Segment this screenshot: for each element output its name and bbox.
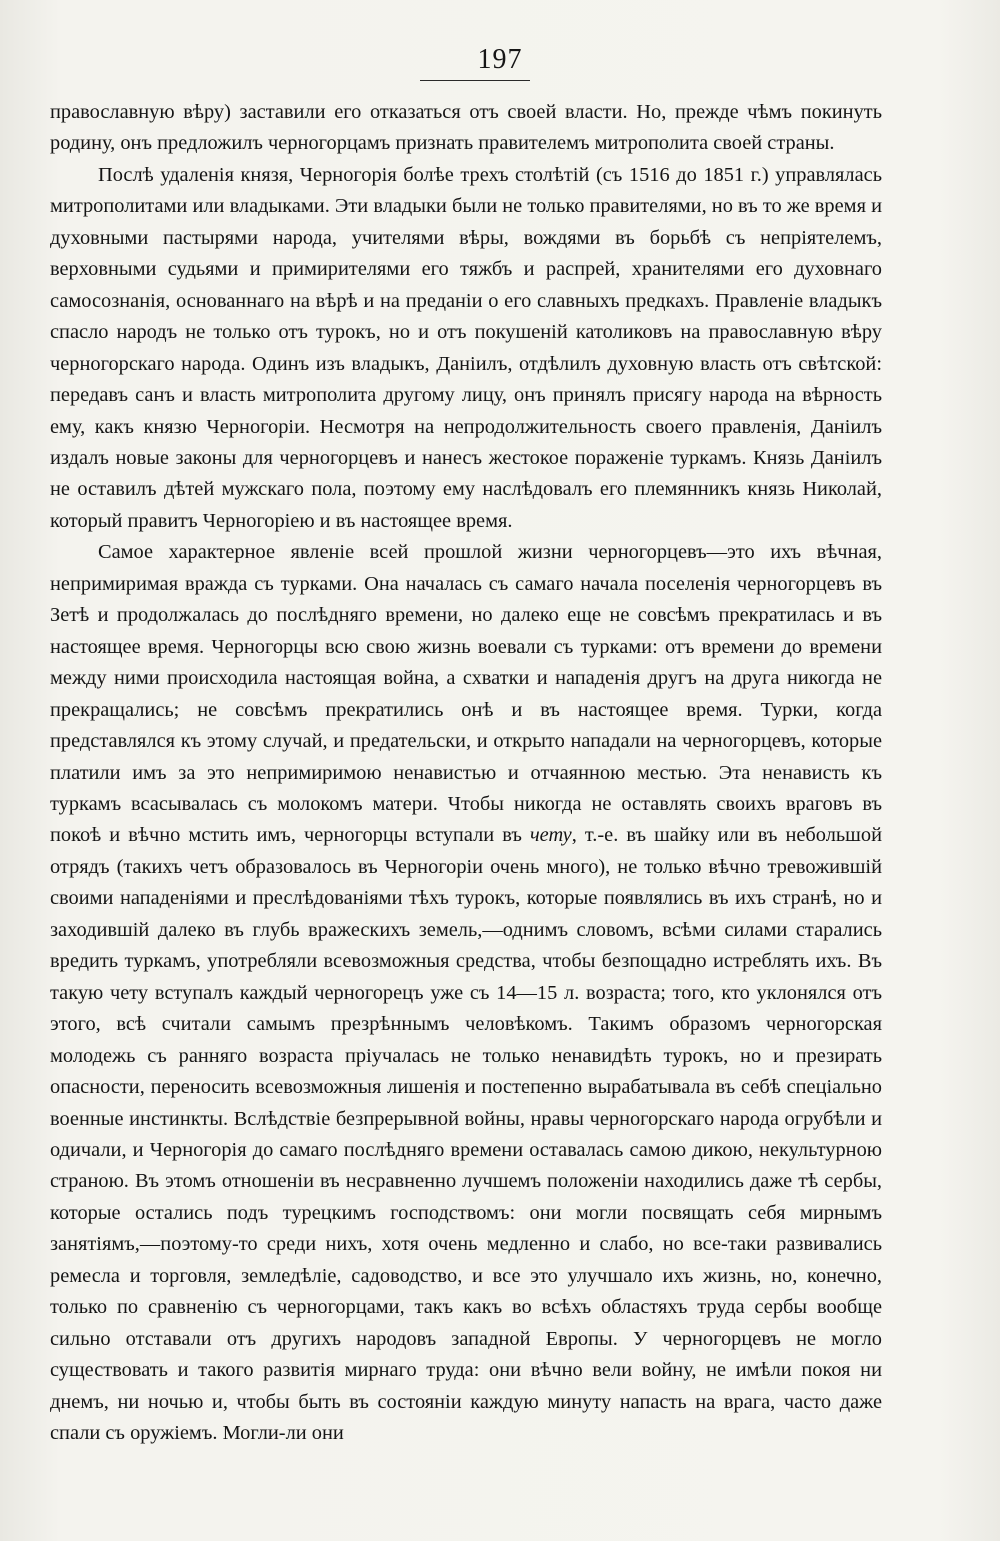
- emphasized-word-cheta: чету: [529, 824, 572, 847]
- paragraph-text-before-emphasis: Самое характерное явленіе всей прошлой жизни черногорцевъ—это ихъ вѣчная, непримиримая вражда съ турками. Она началась съ самаго начала поселенія черногорцевъ въ Зетѣ и продолжалась до послѣдняго времени, но далеко еще не совсѣмъ прекратилась и въ настоящее время. Черногорцы всю свою жизнь воевали съ турками: отъ времени до времени между ними происходила настоящая война, а схватки и нападенія другъ на друга никогда не прекращались; не совсѣмъ прекратились онѣ и въ настоящее время. Турки, когда представлялся къ этому случай, и предательски, и открыто нападали на черногорцевъ, которые платили имъ за это непримиримою ненавистью и отчаянною местью. Эта ненависть къ туркамъ всасывалась съ молокомъ матери. Чтобы никогда не оставлять своихъ враговъ въ покоѣ и вѣчно мстить имъ, черногорцы вступали въ: [50, 541, 882, 847]
- paragraph-text-after-emphasis: , т.-е. въ шайку или въ небольшой отрядъ (такихъ четъ образовалось въ Черногоріи очень много), не только вѣчно тревожившій своими нападеніями и преслѣдованіями тѣхъ турокъ, которые появлялись въ ихъ странѣ, но и заходившій далеко въ глубь вражескихъ земель,—однимъ словомъ, всѣми силами старались вредить туркамъ, употребляли всевозможныя средства, чтобы безпощадно истреблять ихъ. Въ такую чету вступалъ каждый черногорецъ уже съ 14—15 л. возраста; того, кто уклонялся отъ этого, всѣ считали самымъ презрѣннымъ человѣкомъ. Такимъ образомъ черногорская молодежь съ ранняго возраста пріучалась не только ненавидѣть турокъ, но и презирать опасности, переносить всевозможныя лишенія и постепенно вырабатывала въ себѣ спеціально военные инстинкты. Вслѣдствіе безпрерывной войны, нравы черногорскаго народа огрубѣли и одичали, и Черногорія до самаго послѣдняго времени оставалась самою дикою, некультурною страною. Въ этомъ отношеніи въ несравненно лучшемъ положеніи находились даже тѣ сербы, которые остались подъ турецкимъ господствомъ: они могли посвящать себя мирнымъ занятіямъ,—поэтому-то среди нихъ, хотя очень медленно и слабо, но все-таки развивались ремесла и торговля, земледѣліе, садоводство, и все это улучшало ихъ жизнь, но, конечно, только по сравненію съ черногорцами, такъ какъ во всѣхъ областяхъ труда сербы вообще сильно отставали отъ другихъ народовъ западной Европы. У черногорцевъ не могло существовать и такого развитія мирнаго труда: они вѣчно вели войну, не имѣли покоя ни днемъ, ни ночью и, чтобы быть въ состояніи каждую минуту напасть на врага, часто даже спали съ оружіемъ. Могли-ли они: [50, 824, 882, 1445]
- page-number: 197: [477, 44, 523, 75]
- paragraph-enmity-with-turks: [50, 537, 882, 1449]
- paragraph-continuation: православную вѣру) заставили его отказаться отъ своей власти. Но, прежде чѣмъ покинуть родину, онъ предложилъ черногорцамъ признать правителемъ митрополита своей страны.: [50, 101, 882, 155]
- paragraph-metropolitans: Послѣ удаленія князя, Черногорія болѣе трехъ столѣтій (съ 1516 до 1851 г.) управлялась митрополитами или владыками. Эти владыки были не только правителями, но въ то же время и духовными пастырями народа, учителями вѣры, вождями въ борьбѣ съ непріятелемъ, верховными судьями и примирителями его тяжбъ и распрей, хранителями его духовнаго самосознанія, основаннаго на вѣрѣ и на преданіи о его славныхъ предкахъ. Правленіе владыкъ спасло народъ не только отъ турокъ, но и отъ покушеній католиковъ на православную вѣру черногорскаго народа. Одинъ изъ владыкъ, Даніилъ, отдѣлилъ духовную власть отъ свѣтской: передавъ санъ и власть митрополита другому лицу, онъ принялъ присягу народа на вѣрность ему, какъ князю Черногоріи. Несмотря на непродолжительность своего правленія, Даніилъ издалъ новые законы для черногорцевъ и нанесъ жестокое пораженіе туркамъ. Князь Даніилъ не оставилъ дѣтей мужскаго пола, поэтому ему наслѣдовалъ его племянникъ князь Николай, который правитъ Черногоріею и въ настоящее время.: [50, 163, 882, 532]
- page-body: [50, 97, 882, 1449]
- page-number-rule: [420, 80, 530, 81]
